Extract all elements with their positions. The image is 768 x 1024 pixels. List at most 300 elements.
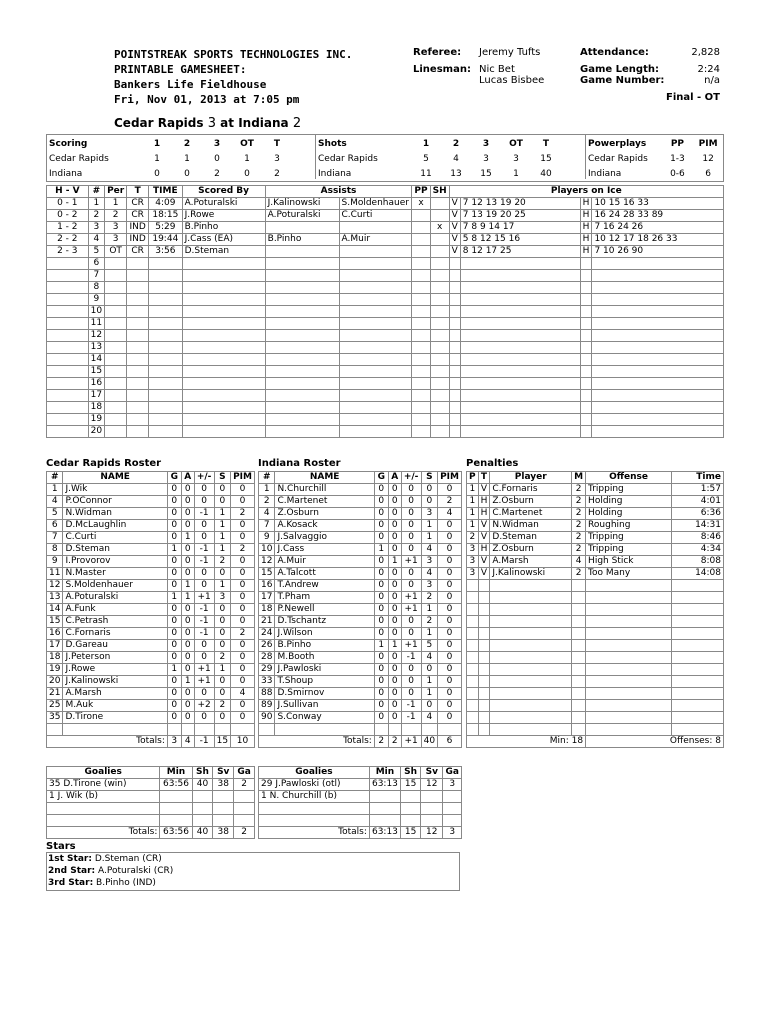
penalty-cell [672, 628, 724, 640]
goal-cell [127, 342, 149, 354]
cr-roster-header: G [167, 472, 181, 484]
shots-cell: Cedar Rapids [318, 154, 378, 164]
goal-cell [182, 342, 265, 354]
goals-header-row [47, 186, 724, 198]
ind-roster-totals-label: Totals: [259, 736, 375, 748]
penalty-cell [586, 664, 672, 676]
scoring-cell: 2 [214, 169, 220, 179]
cr-roster-cell: 0 [181, 688, 194, 700]
goal-row [47, 210, 724, 222]
cr-roster-cell: 2 [214, 700, 230, 712]
ind-roster-cell [374, 724, 388, 736]
goal-cell [339, 390, 412, 402]
ind-goalies-header: Sh [401, 767, 421, 779]
cr-roster-totals-cell: 15 [214, 736, 230, 748]
penalty-cell [490, 616, 572, 628]
goal-cell [412, 402, 430, 414]
goal-cell [149, 270, 182, 282]
goal-cell [127, 330, 149, 342]
scoring-header-row [47, 137, 292, 152]
cr-roster-cell: 0 [181, 508, 194, 520]
ind-roster-row [259, 688, 462, 700]
penalty-cell [586, 604, 672, 616]
goal-cell [127, 426, 149, 438]
penalty-row-empty [467, 616, 724, 628]
goal-cell [592, 330, 724, 342]
shots-cell: 40 [540, 169, 552, 179]
goals-header: Per [105, 186, 127, 198]
ind-goalies-totals-cell: 63:13 [369, 827, 400, 839]
goal-cell: A.Poturalski [182, 198, 265, 210]
cr-roster-header: A [181, 472, 194, 484]
goal-cell [182, 378, 265, 390]
goal-cell [430, 198, 449, 210]
ind-roster-header: A [388, 472, 401, 484]
penalty-cell: H [478, 508, 490, 520]
goal-cell [47, 306, 89, 318]
game-date: Fri, Nov 01, 2013 at 7:05 pm [114, 93, 300, 106]
penalty-cell: Z.Osburn [490, 544, 572, 556]
goal-cell [592, 342, 724, 354]
cr-roster-cell: -1 [194, 628, 214, 640]
goal-cell [149, 318, 182, 330]
goal-cell [592, 378, 724, 390]
goal-cell [339, 330, 412, 342]
goal-cell: 11 [88, 318, 104, 330]
penalty-cell [572, 640, 586, 652]
ind-roster-cell: 4 [421, 652, 437, 664]
ind-roster-blank-row [259, 724, 462, 736]
ind-roster-row [259, 628, 462, 640]
penalty-row-empty [467, 676, 724, 688]
goal-cell [265, 318, 339, 330]
goal-cell [460, 354, 580, 366]
goal-cell [412, 354, 430, 366]
ind-roster-header: +/- [401, 472, 421, 484]
ind-roster-cell: 4 [421, 544, 437, 556]
cr-goalies-row [47, 791, 255, 803]
penalties-offenses [586, 736, 724, 748]
goal-cell: 16 24 28 33 89 [592, 210, 724, 222]
referee-label: Referee: [413, 47, 462, 58]
goal-cell [265, 366, 339, 378]
ind-roster-cell: 1 [421, 532, 437, 544]
ind-roster-cell: 0 [438, 664, 462, 676]
goal-cell: A.Muir [339, 234, 412, 246]
penalty-cell [467, 640, 479, 652]
goal-cell [47, 282, 89, 294]
cr-roster-cell: 0 [194, 652, 214, 664]
goal-cell: 2 [88, 210, 104, 222]
penalty-cell: J.Kalinowski [490, 568, 572, 580]
ind-roster-cell: 0 [374, 652, 388, 664]
penalties-header-row [467, 472, 724, 484]
penalty-cell [572, 700, 586, 712]
cr-roster-row [47, 640, 255, 652]
cr-roster-cell: N.Master [63, 568, 167, 580]
company-name: POINTSTREAK SPORTS TECHNOLOGIES INC. [114, 48, 353, 61]
penalty-cell [490, 592, 572, 604]
goal-cell [430, 414, 449, 426]
goal-cell: 7 13 19 20 25 [460, 210, 580, 222]
goal-row-empty [47, 306, 724, 318]
ind-goalies-header: Goalies [259, 767, 370, 779]
cr-goalies-cell [213, 803, 234, 815]
penalty-cell [490, 640, 572, 652]
ind-roster-cell: 0 [438, 700, 462, 712]
ind-roster-cell: 4 [438, 508, 462, 520]
shots-summary [315, 135, 561, 179]
cr-roster-cell: 0 [231, 640, 255, 652]
cr-roster-cell: 0 [167, 616, 181, 628]
scoring-cell: 0 [154, 169, 160, 179]
ind-roster-cell: 9 [259, 532, 275, 544]
cr-roster-cell: 0 [167, 520, 181, 532]
cr-roster-cell: 16 [47, 628, 63, 640]
penalty-cell [478, 676, 490, 688]
ind-roster-header: PIM [438, 472, 462, 484]
penalty-row-empty [467, 664, 724, 676]
cr-roster-cell: 0 [194, 640, 214, 652]
goal-cell: C.Curti [339, 210, 412, 222]
penalty-cell [478, 664, 490, 676]
goal-cell [339, 402, 412, 414]
goal-cell [339, 342, 412, 354]
goal-cell: CR [127, 246, 149, 258]
penalty-cell [467, 712, 479, 724]
ind-roster-cell: 0 [374, 568, 388, 580]
ind-roster-cell: 0 [401, 532, 421, 544]
cr-roster-cell: J.Peterson [63, 652, 167, 664]
cr-roster-cell: 0 [181, 616, 194, 628]
cr-roster-cell: 0 [181, 520, 194, 532]
goal-row-empty [47, 426, 724, 438]
penalties-table [466, 471, 724, 748]
cr-goalies-blank-row [47, 815, 255, 827]
cr-roster-cell: 1 [181, 580, 194, 592]
cr-roster-cell: 0 [167, 604, 181, 616]
goal-cell: 2 - 3 [47, 246, 89, 258]
goal-cell [105, 318, 127, 330]
shots-cell: 11 [420, 169, 432, 179]
summary-box [46, 134, 724, 182]
penalty-cell: Holding [586, 508, 672, 520]
goal-cell: CR [127, 210, 149, 222]
goal-cell [265, 378, 339, 390]
penalty-cell [467, 700, 479, 712]
cr-roster-cell: 1 [181, 592, 194, 604]
goal-cell: 1 - 2 [47, 222, 89, 234]
goal-cell [580, 294, 592, 306]
scoring-row [47, 167, 292, 182]
cr-roster-cell: D.Gareau [63, 640, 167, 652]
ind-roster-cell: 0 [374, 700, 388, 712]
ind-roster-cell: 26 [259, 640, 275, 652]
penalty-cell [586, 628, 672, 640]
penalty-cell [586, 724, 672, 736]
goal-cell [127, 402, 149, 414]
ind-roster-cell: 4 [421, 568, 437, 580]
cr-roster-cell: +1 [194, 676, 214, 688]
goal-cell [105, 426, 127, 438]
penalty-cell: 8:46 [672, 532, 724, 544]
header-info [114, 47, 352, 107]
cr-roster-cell: 0 [181, 556, 194, 568]
goal-row [47, 246, 724, 258]
goal-cell [580, 258, 592, 270]
scoring-cell: 3 [274, 154, 280, 164]
stars-title: Stars [46, 841, 76, 852]
ind-roster-cell: -1 [401, 700, 421, 712]
penalties-header: Time [672, 472, 724, 484]
goal-cell [339, 222, 412, 234]
goal-cell: 18 [88, 402, 104, 414]
ind-roster-cell: N.Churchill [275, 484, 374, 496]
cr-roster-cell: 11 [47, 568, 63, 580]
cr-goalies-table [46, 766, 255, 839]
goal-cell [149, 330, 182, 342]
penalty-cell [572, 628, 586, 640]
ind-roster-cell: 0 [438, 616, 462, 628]
penalty-cell [478, 628, 490, 640]
ind-roster-cell: 1 [421, 676, 437, 688]
scoring-header: T [273, 139, 281, 149]
powerplays-header-row [586, 137, 723, 152]
ind-roster-cell: 0 [374, 676, 388, 688]
ind-roster-cell: 24 [259, 628, 275, 640]
cr-roster-cell: S.Moldenhauer [63, 580, 167, 592]
cr-goalies-totals-cell: 38 [213, 827, 234, 839]
goal-cell [47, 342, 89, 354]
goal-cell [105, 390, 127, 402]
ind-roster-row [259, 652, 462, 664]
penalty-cell: High Stick [586, 556, 672, 568]
ind-roster-row [259, 544, 462, 556]
goal-cell: J.Kalinowski [265, 198, 339, 210]
ind-roster-cell: P.Newell [275, 604, 374, 616]
goal-cell: 8 12 17 25 [460, 246, 580, 258]
cr-goalies-cell [47, 803, 160, 815]
goal-row [47, 222, 724, 234]
goal-cell [412, 426, 430, 438]
goal-cell [47, 270, 89, 282]
ind-roster-cell: 0 [388, 580, 401, 592]
cr-roster-row [47, 532, 255, 544]
ind-goalies-totals-label: Totals: [259, 827, 370, 839]
cr-roster-cell: 0 [181, 604, 194, 616]
cr-roster-cell: 0 [167, 568, 181, 580]
ind-roster-cell: 0 [374, 508, 388, 520]
goal-cell: 7 16 24 26 [592, 222, 724, 234]
cr-roster-cell: 0 [214, 712, 230, 724]
ind-goalies-cell [369, 791, 400, 803]
cr-roster-cell: 35 [47, 712, 63, 724]
goal-cell [339, 282, 412, 294]
scoring-header: 1 [153, 139, 161, 149]
ind-roster-cell: 0 [438, 544, 462, 556]
cr-roster-cell: 1 [167, 664, 181, 676]
goal-cell [449, 426, 460, 438]
cr-goalies-totals-label: Totals: [47, 827, 160, 839]
goal-cell [592, 426, 724, 438]
goal-cell [430, 426, 449, 438]
cr-goalies-header: Sh [192, 767, 213, 779]
penalty-cell [467, 676, 479, 688]
cr-roster-cell: 0 [194, 688, 214, 700]
officials [413, 47, 544, 86]
powerplays-header: PP [670, 139, 685, 149]
goal-cell [105, 258, 127, 270]
penalty-cell: 2 [572, 520, 586, 532]
powerplays-cell: 6 [705, 169, 711, 179]
cr-roster-row [47, 484, 255, 496]
cr-roster-cell: M.Auk [63, 700, 167, 712]
ind-roster-cell: 0 [401, 628, 421, 640]
goal-cell [265, 330, 339, 342]
goal-cell [105, 330, 127, 342]
cr-roster-header: # [47, 472, 63, 484]
cr-roster-cell: 0 [167, 712, 181, 724]
penalty-row [467, 556, 724, 568]
ind-goalies-cell: 1 N. Churchill (b) [259, 791, 370, 803]
cr-goalies-cell: 38 [213, 779, 234, 791]
ind-roster-header: S [421, 472, 437, 484]
penalty-row-empty [467, 700, 724, 712]
linesman-name-1: Nic Bet [479, 64, 515, 75]
ind-roster-cell: +1 [401, 556, 421, 568]
goal-cell [412, 318, 430, 330]
goal-cell: 8 [88, 282, 104, 294]
shots-cell: 1 [513, 169, 519, 179]
ind-roster-cell: 90 [259, 712, 275, 724]
goal-cell [47, 318, 89, 330]
ind-roster-cell: 0 [374, 688, 388, 700]
ind-roster-cell: 0 [401, 676, 421, 688]
scoring-cell: 0 [184, 169, 190, 179]
ind-roster-cell: B.Pinho [275, 640, 374, 652]
cr-roster-cell: 1 [214, 544, 230, 556]
penalty-cell: V [478, 532, 490, 544]
ind-roster-cell [259, 724, 275, 736]
cr-roster-cell: 0 [214, 676, 230, 688]
ind-roster-row [259, 580, 462, 592]
goal-cell [412, 234, 430, 246]
goal-cell [127, 282, 149, 294]
cr-roster-row [47, 520, 255, 532]
ind-roster-cell: 0 [388, 616, 401, 628]
goal-cell [105, 402, 127, 414]
cr-roster-cell [194, 724, 214, 736]
penalty-cell [672, 640, 724, 652]
cr-roster-cell: I.Provorov [63, 556, 167, 568]
ind-roster-cell: 0 [401, 520, 421, 532]
goal-row-empty [47, 378, 724, 390]
cr-roster-cell [63, 724, 167, 736]
goal-cell [149, 306, 182, 318]
ind-roster-cell: A.Kosack [275, 520, 374, 532]
penalty-cell [672, 712, 724, 724]
cr-roster-cell: 20 [47, 676, 63, 688]
goal-cell [182, 390, 265, 402]
ind-roster-cell: D.Smirnov [275, 688, 374, 700]
ind-roster-cell: 0 [374, 628, 388, 640]
cr-roster-cell: 0 [167, 496, 181, 508]
penalty-cell [490, 580, 572, 592]
cr-roster-cell: 0 [167, 688, 181, 700]
goal-cell: 7 8 9 14 17 [460, 222, 580, 234]
linesman-label: Linesman: [413, 64, 471, 75]
goal-cell: 2 - 2 [47, 234, 89, 246]
cr-roster-cell [214, 724, 230, 736]
penalty-cell: N.Widman [490, 520, 572, 532]
away-score: 3 [207, 116, 216, 131]
goal-cell: H [580, 234, 592, 246]
cr-goalies-header-row [47, 767, 255, 779]
goal-cell: 19 [88, 414, 104, 426]
cr-roster-cell: +2 [194, 700, 214, 712]
goal-cell: 0 - 1 [47, 198, 89, 210]
ind-roster-cell: 1 [421, 688, 437, 700]
ind-roster-cell: 0 [388, 604, 401, 616]
penalty-cell [478, 700, 490, 712]
goal-cell [580, 366, 592, 378]
cr-roster-row [47, 544, 255, 556]
goal-cell [449, 258, 460, 270]
cr-roster-cell: C.Petrash [63, 616, 167, 628]
penalty-cell [572, 664, 586, 676]
cr-roster-cell: 0 [181, 484, 194, 496]
min-value: 18 [571, 736, 584, 746]
goal-cell [182, 270, 265, 282]
goal-cell [449, 294, 460, 306]
goal-cell [460, 294, 580, 306]
goal-cell [580, 354, 592, 366]
ind-roster-cell: J.Pawloski [275, 664, 374, 676]
game-number-label: Game Number: [580, 75, 665, 86]
cr-goalies-cell [234, 791, 255, 803]
goal-cell [412, 258, 430, 270]
penalty-cell: 8:08 [672, 556, 724, 568]
third-star-value: B.Pinho (IND) [96, 878, 156, 888]
goal-cell [412, 342, 430, 354]
ind-roster-cell: 3 [421, 508, 437, 520]
scoring-header: 3 [213, 139, 221, 149]
penalty-cell: V [478, 484, 490, 496]
ind-roster-totals-cell: 2 [388, 736, 401, 748]
cr-roster-cell: D.Steman [63, 544, 167, 556]
goal-cell [460, 378, 580, 390]
goal-cell [460, 258, 580, 270]
ind-roster-cell: 0 [438, 640, 462, 652]
cr-roster-cell: A.Poturalski [63, 592, 167, 604]
ind-roster-cell: 28 [259, 652, 275, 664]
ind-roster-cell: 0 [401, 496, 421, 508]
powerplays-cell: 0-6 [670, 169, 685, 179]
goal-cell [460, 270, 580, 282]
cr-roster-cell: -1 [194, 604, 214, 616]
cr-goalies-header: Min [160, 767, 192, 779]
goal-cell [265, 390, 339, 402]
ind-roster-cell: 0 [388, 676, 401, 688]
shots-header: 3 [482, 139, 490, 149]
ind-roster-row [259, 568, 462, 580]
goal-cell [47, 378, 89, 390]
penalties-header: T [478, 472, 490, 484]
penalty-cell [572, 676, 586, 688]
cr-roster-cell: 0 [194, 484, 214, 496]
goal-cell: V [449, 198, 460, 210]
penalty-cell: 4 [572, 556, 586, 568]
